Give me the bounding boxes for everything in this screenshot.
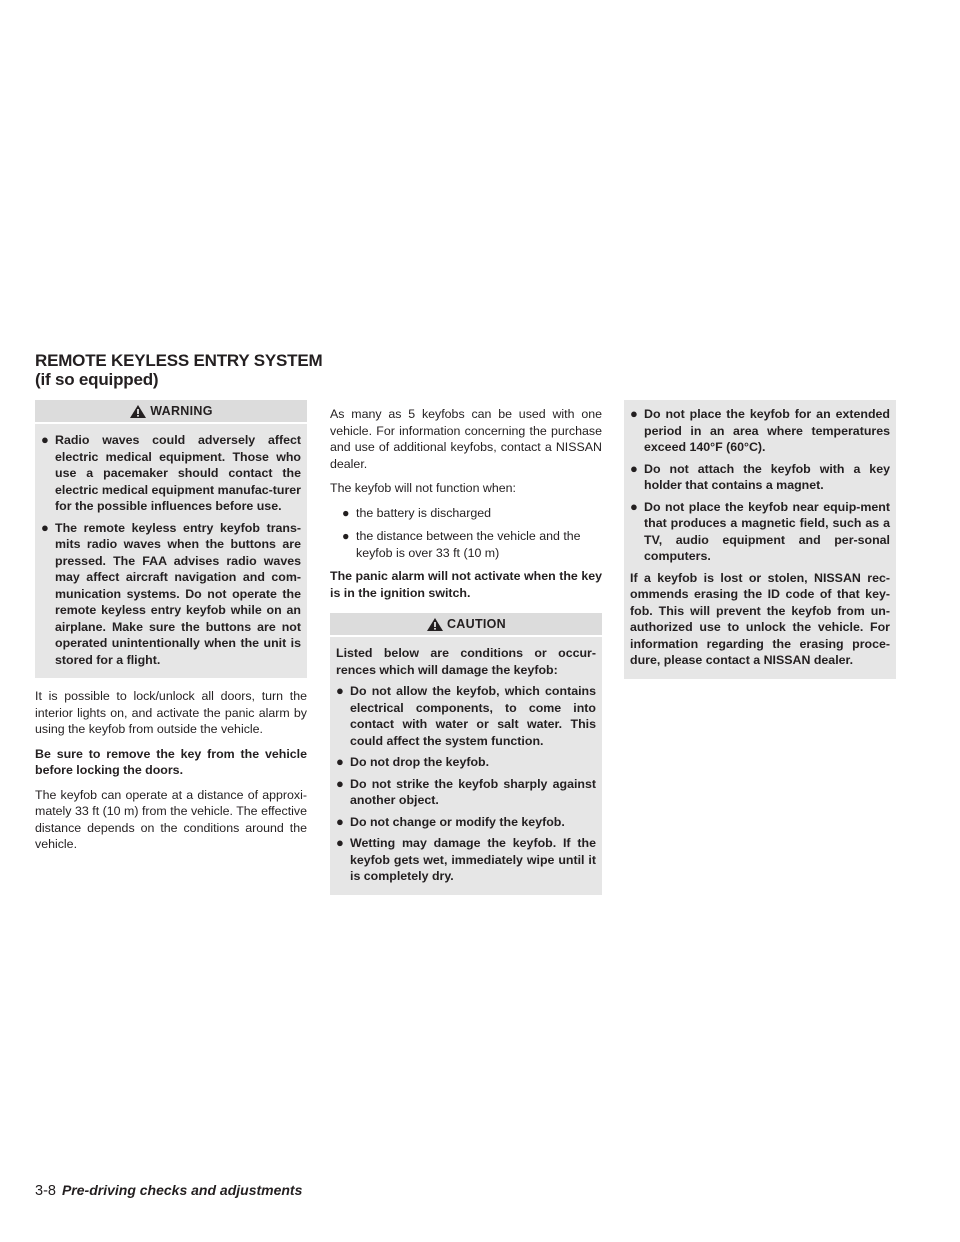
paragraph: It is possible to lock/unlock all doors, turn the interior lights on, and activate the panic alarm by using the keyfob from outside the vehicle. [35, 689, 307, 736]
bullet: ● [41, 519, 49, 535]
bullet: ● [342, 529, 350, 543]
paragraph-bold: Be sure to remove the key from the vehicle before locking the doors. [35, 746, 307, 777]
warning-item-text: Radio waves could adversely affect electric medical equipment. Those who use a pacemaker should contact the electric medical equipment manufac-turer for the possible influences before use. [55, 433, 301, 513]
bullet: ● [336, 813, 344, 829]
caution-lead: Listed below are conditions or occur-rences which will damage the keyfob: [336, 646, 596, 677]
caution-item [630, 406, 890, 456]
caution-item-text: Do not allow the keyfob, which contains electrical components, to come into contact with water or salt water. This could affect the system function. [350, 684, 596, 748]
chapter-title: Pre-driving checks and adjustments [61, 1182, 303, 1198]
caution-continued-body [624, 400, 896, 679]
bullet: ● [336, 683, 344, 698]
warning-triangle-icon [426, 617, 444, 632]
caution-item-text: Do not drop the keyfob. [350, 755, 490, 769]
caution-body [330, 637, 602, 895]
page-footer [35, 1182, 302, 1199]
list-item [342, 505, 602, 522]
paragraph-bold: The panic alarm will not activate when the key is in the ignition switch. [330, 569, 602, 600]
caution-item [336, 683, 596, 749]
caution-item [336, 754, 596, 771]
paragraph: The keyfob can operate at a distance of approxi-mately 33 ft (10 m) from the vehicle. The effective distance depends on the conditions around the vehicle. [35, 787, 307, 851]
section-title [35, 351, 322, 389]
bullet: ● [630, 406, 638, 421]
caution-item [630, 499, 890, 565]
warning-title: WARNING [150, 403, 213, 418]
page-number: 3-8 [35, 1183, 56, 1199]
caution-item-text: Wetting may damage the keyfob. If the keyfob gets wet, immediately wipe until it is completely dry. [350, 836, 596, 883]
bullet: ● [630, 498, 638, 514]
caution-closing: If a keyfob is lost or stolen, NISSAN rec-ommends erasing the ID code of that key-fob. This will prevent the keyfob from un-authorized use to unlock the vehicle. For information regarding the erasing proce-dure, please contact a NISSAN dealer. [630, 570, 890, 667]
paragraph: The keyfob will not function when: [330, 481, 516, 495]
warning-body [35, 424, 307, 678]
warning-triangle-icon [129, 404, 147, 419]
caution-item [630, 461, 890, 494]
bullet: ● [342, 505, 350, 520]
list-item-text: the battery is discharged [356, 505, 491, 520]
bullet: ● [41, 432, 49, 447]
caution-box [330, 613, 602, 895]
caution-title: CAUTION [446, 616, 507, 631]
caution-item [336, 835, 596, 885]
bullet: ● [336, 835, 344, 850]
section-title-line2: (if so equipped) [35, 370, 159, 389]
list-item [342, 528, 602, 561]
caution-item [336, 814, 596, 831]
column-3 [624, 400, 896, 679]
warning-box [35, 400, 307, 678]
column-1 [35, 400, 307, 861]
section-title-line1: REMOTE KEYLESS ENTRY SYSTEM [35, 351, 323, 370]
list-item-text: the distance between the vehicle and the keyfob is over 33 ft (10 m) [356, 529, 581, 560]
column-2 [330, 406, 602, 895]
bullet: ● [336, 775, 344, 791]
caution-header [330, 613, 602, 637]
caution-item-text: Do not change or modify the keyfob. [350, 814, 565, 829]
warning-item [41, 520, 301, 669]
warning-item [41, 432, 301, 515]
caution-item-text: Do not strike the keyfob sharply against another object. [350, 776, 596, 807]
bullet: ● [630, 460, 638, 476]
caution-item [336, 776, 596, 809]
warning-item-text: The remote keyless entry keyfob trans-mits radio waves when the buttons are pressed. The FAA advises radio waves may affect aircraft navigation and com-munication systems. Do not operate the remote keyless entry keyfob while on an airplane. Make sure the buttons are not operated unintentionally when the unit is stored for a flight. [55, 520, 301, 667]
warning-header [35, 400, 307, 424]
paragraph: As many as 5 keyfobs can be used with one vehicle. For information concerning the purchase and use of additional keyfobs, contact a NISSAN dealer. [330, 407, 602, 471]
caution-continued-box [624, 400, 896, 679]
bullet: ● [336, 754, 344, 769]
caution-item-text: Do not place the keyfob near equip-ment that produces a magnetic field, such as a TV, audio equipment and per-sonal computers. [644, 499, 890, 563]
caution-item-text: Do not place the keyfob for an extended period in an area where temperatures exceed 140°F (60°C). [644, 407, 890, 454]
caution-item-text: Do not attach the keyfob with a key holder that contains a magnet. [644, 461, 890, 492]
